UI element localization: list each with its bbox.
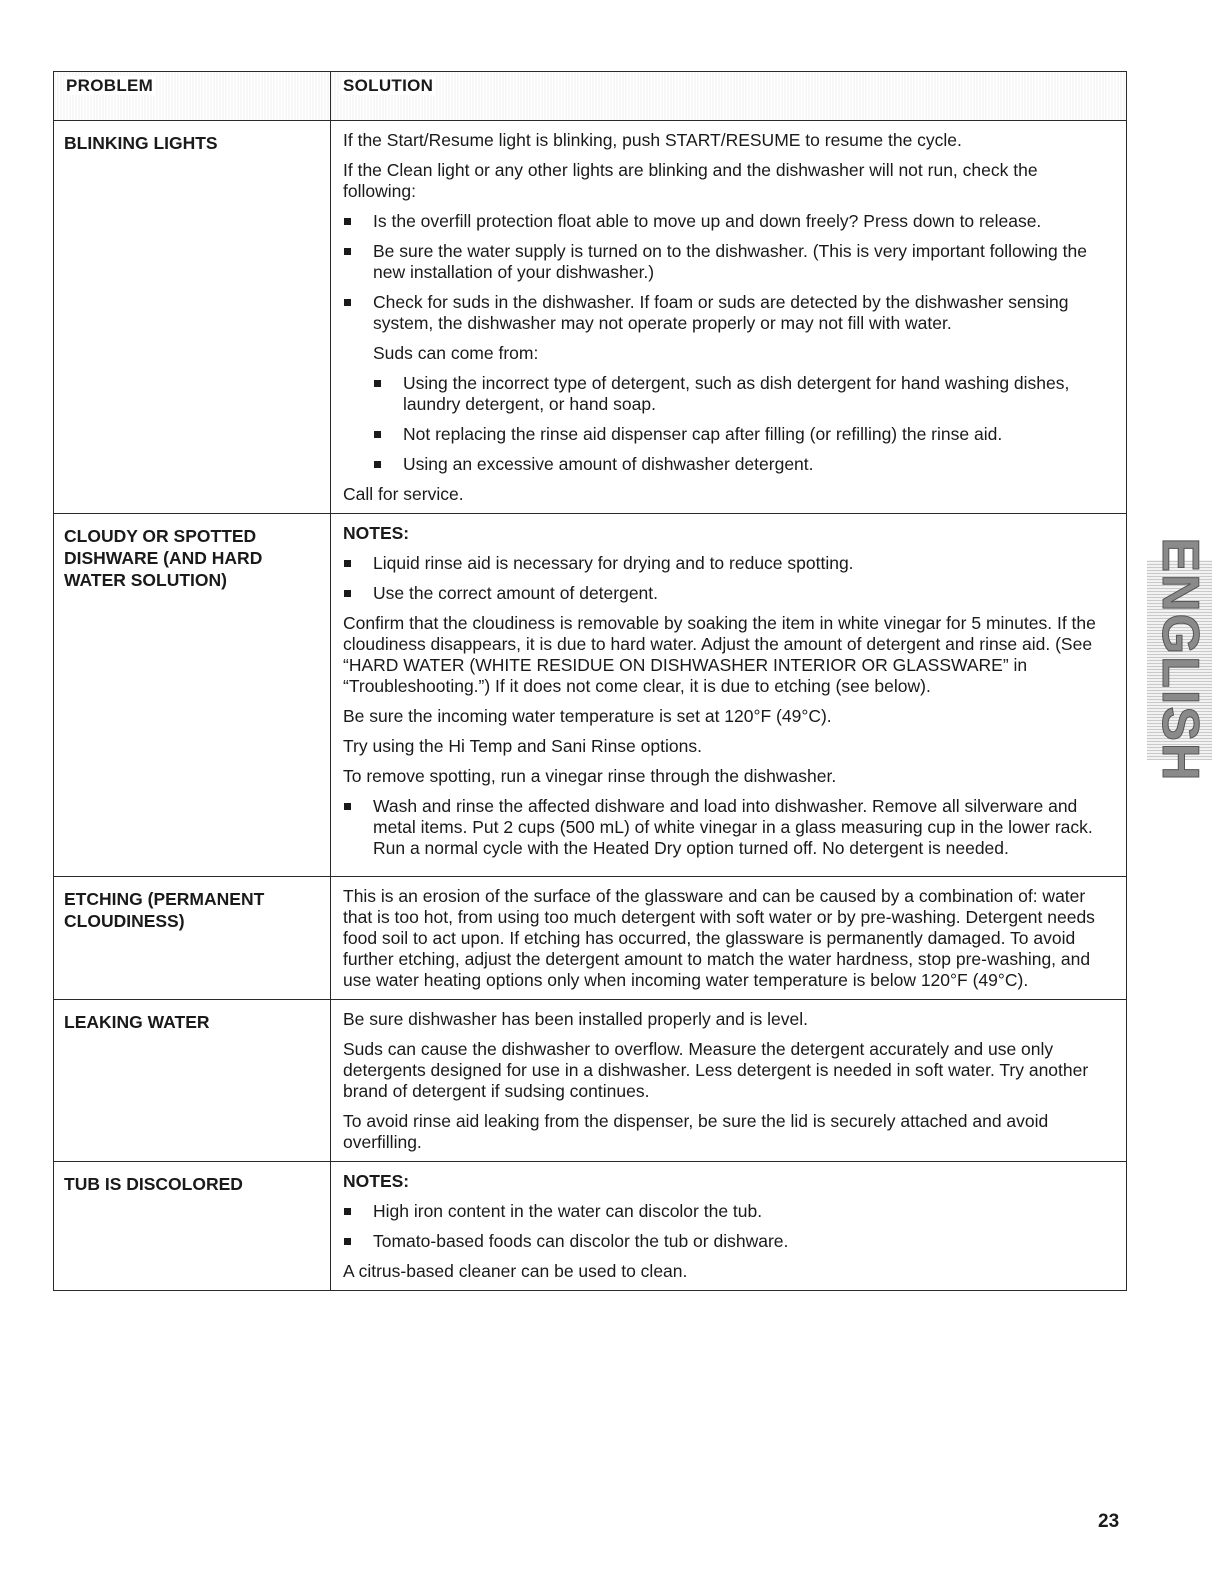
page-number: 23 — [1098, 1511, 1120, 1532]
solution-paragraph: Call for service. — [343, 484, 464, 504]
solution-paragraph: Confirm that the cloudiness is removable by soaking the item in white vinegar for 5 minutes. If the cloudiness disappears, it is due to hard water. Adjust the amount of detergent and rinse aid. (See “HARD WATER (WHITE RESIDUE ON DISHWASHER INTERIOR OR GLASSWARE” in “Troubleshooting.”) If it does not come clear, it is due to etching (see below). — [343, 613, 1096, 696]
table-header-row — [54, 72, 1127, 121]
bullet-item: Tomato-based foods can discolor the tub or dishware. — [343, 1231, 1115, 1252]
solution-paragraph: To remove spotting, run a vinegar rinse through the dishwasher. — [343, 766, 837, 786]
table-row — [54, 121, 1127, 514]
solution-paragraph: If the Clean light or any other lights are blinking and the dishwasher will not run, check the following: — [343, 160, 1038, 201]
solution-paragraph: A citrus-based cleaner can be used to clean. — [343, 1261, 688, 1281]
solution-column-header: SOLUTION — [331, 72, 1127, 121]
solution-paragraph: Be sure the incoming water temperature is set at 120°F (49°C). — [343, 706, 832, 726]
bullet-item: Using the incorrect type of detergent, such as dish detergent for hand washing dishes, laundry detergent, or hand soap. — [373, 373, 1115, 415]
bullet-item: Is the overfill protection float able to move up and down freely? Press down to release. — [343, 211, 1115, 232]
problem-cell: TUB IS DISCOLORED — [54, 1162, 331, 1291]
bullet-item: Use the correct amount of detergent. — [343, 583, 1115, 604]
solution-paragraph: To avoid rinse aid leaking from the dispenser, be sure the lid is securely attached and avoid overfilling. — [343, 1111, 1049, 1152]
solution-paragraph: Suds can cause the dishwasher to overflow. Measure the detergent accurately and use only detergents designed for use in a dishwasher. Less detergent is needed in soft water. Try another brand of detergent if sudsing continues. — [343, 1039, 1089, 1101]
solution-paragraph: Suds can come from: — [373, 343, 539, 363]
language-side-tab — [1147, 537, 1212, 783]
notes-label: NOTES: — [343, 1171, 410, 1191]
problem-cell: CLOUDY OR SPOTTED DISHWARE (AND HARD WATER SOLUTION) — [54, 514, 331, 877]
bullet-item: Liquid rinse aid is necessary for drying and to reduce spotting. — [343, 553, 1115, 574]
notes-label: NOTES: — [343, 523, 410, 543]
solution-cell — [331, 1162, 1127, 1291]
bullet-item: High iron content in the water can discolor the tub. — [343, 1201, 1115, 1222]
bullet-item: Check for suds in the dishwasher. If foam or suds are detected by the dishwasher sensing system, the dishwasher may not operate properly or may not fill with water. — [343, 292, 1115, 334]
problem-cell: LEAKING WATER — [54, 1000, 331, 1162]
solution-paragraph: If the Start/Resume light is blinking, push START/RESUME to resume the cycle. — [343, 130, 962, 150]
solution-cell — [331, 121, 1127, 514]
problem-cell: ETCHING (PERMANENT CLOUDINESS) — [54, 877, 331, 1000]
solution-cell — [331, 514, 1127, 877]
problem-column-header: PROBLEM — [54, 72, 331, 121]
troubleshooting-table — [53, 71, 1127, 1291]
language-tab-label: ENGLISH — [1150, 537, 1209, 783]
table-row — [54, 1162, 1127, 1291]
bullet-list — [343, 1201, 1115, 1252]
table-row — [54, 1000, 1127, 1162]
table-row — [54, 514, 1127, 877]
bullet-item: Wash and rinse the affected dishware and load into dishwasher. Remove all silverware and metal items. Put 2 cups (500 mL) of white vinegar in a glass measuring cup in the lower rack. Run a normal cycle with the Heated Dry option turned off. No detergent is needed. — [343, 796, 1115, 859]
bullet-item: Be sure the water supply is turned on to the dishwasher. (This is very important following the new installation of your dishwasher.) — [343, 241, 1115, 283]
solution-paragraph: Be sure dishwasher has been installed properly and is level. — [343, 1009, 808, 1029]
bullet-item: Not replacing the rinse aid dispenser cap after filling (or refilling) the rinse aid. — [373, 424, 1115, 445]
sub-bullet-list — [373, 373, 1115, 475]
problem-cell: BLINKING LIGHTS — [54, 121, 331, 514]
table-row — [54, 877, 1127, 1000]
bullet-list — [343, 796, 1115, 859]
bullet-item: Using an excessive amount of dishwasher detergent. — [373, 454, 1115, 475]
solution-cell — [331, 877, 1127, 1000]
bullet-list — [343, 211, 1115, 334]
solution-cell — [331, 1000, 1127, 1162]
solution-paragraph: This is an erosion of the surface of the glassware and can be caused by a combination of: water that is too hot, from using too much detergent with soft water or by pre-washing. Detergent needs food soil to act upon. If etching has occurred, the glassware is permanently damaged. To avoid further etching, adjust the detergent amount to match the water hardness, stop pre-washing, and use water heating options only when incoming water temperature is below 120°F (49°C). — [343, 886, 1095, 990]
bullet-list — [343, 553, 1115, 604]
solution-paragraph: Try using the Hi Temp and Sani Rinse options. — [343, 736, 702, 756]
